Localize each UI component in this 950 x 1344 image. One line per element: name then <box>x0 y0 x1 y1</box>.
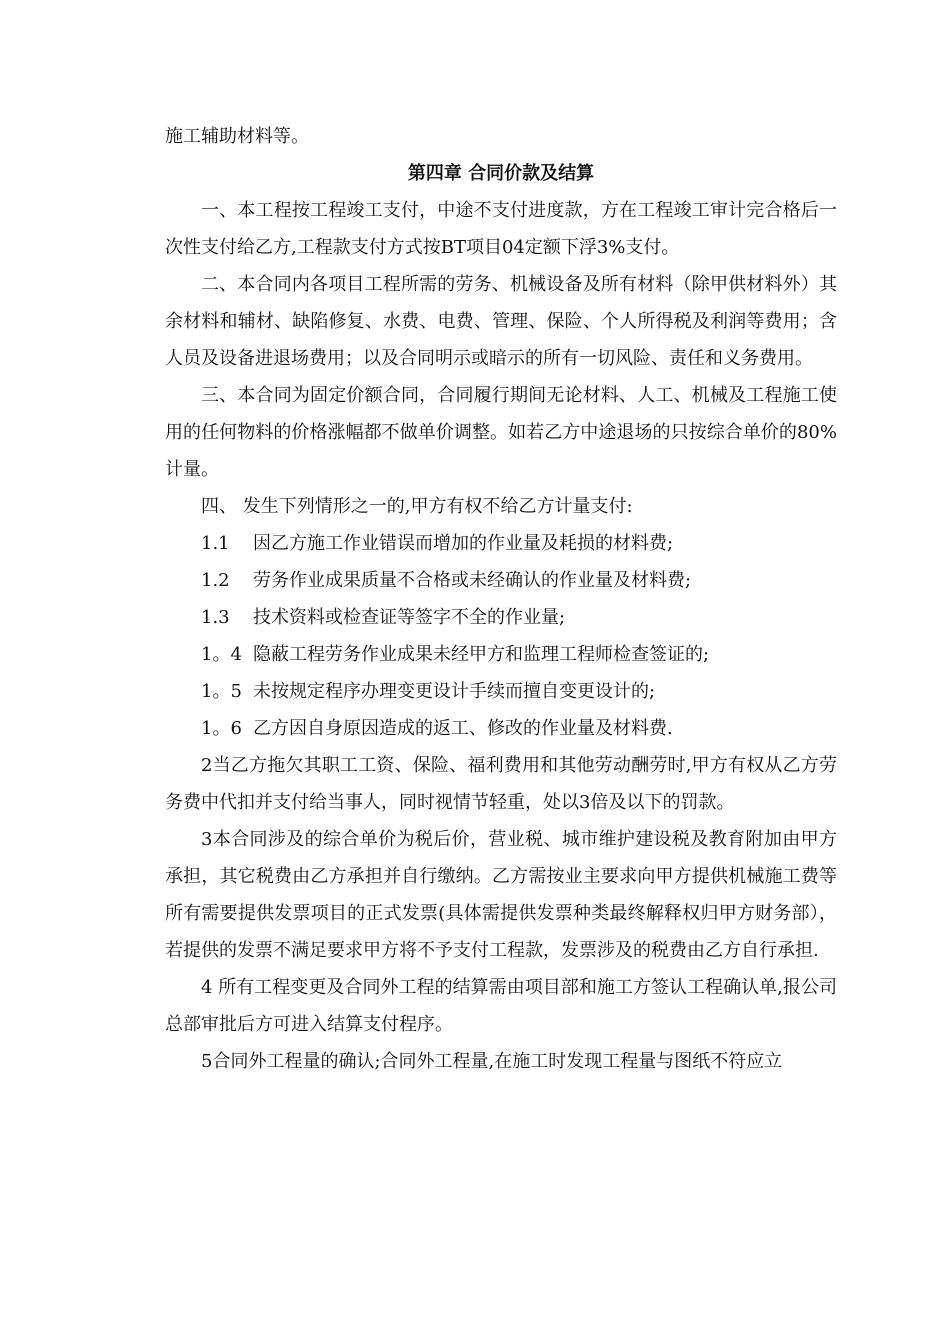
list-item <box>165 525 837 562</box>
paragraph-non-payment-conditions: 四、 发生下列情形之一的,甲方有权不给乙方计量支付: <box>201 496 633 517</box>
paragraph-fixed-price: 三、本合同为固定价额合同，合同履行期间无论材料、人工、机械及工程施工使用的任何物料的价格涨幅都不做单价调整。如若乙方中途退场的只按综合单价的80%计量。 <box>165 385 837 480</box>
clause-change-settlement: 4 所有工程变更及合同外工程的结算需由项目部和施工方签认工程确认单,报公司总部审批后方可进入结算支付程序。 <box>165 977 837 1035</box>
list-item-number: 1.1 <box>201 533 230 554</box>
continuation-line: 施工辅助材料等。 <box>165 126 309 147</box>
document-body <box>165 118 837 1080</box>
list-item-text: 未按规定程序办理变更设计手续而擅自变更设计的; <box>253 681 656 702</box>
list-item <box>165 599 837 636</box>
list-item-text: 隐蔽工程劳务作业成果未经甲方和监理工程师检查签证的; <box>253 644 710 665</box>
list-item-number: 1.3 <box>201 607 230 628</box>
clause-wage-arrears: 2当乙方拖欠其职工工资、保险、福利费用和其他劳动酬劳时,甲方有权从乙方劳务费中代扣并支付给当事人，同时视情节轻重，处以3倍及以下的罚款。 <box>165 755 837 813</box>
list-item <box>165 710 837 747</box>
list-item <box>165 562 837 599</box>
list-item-number: 1。4 <box>201 644 242 665</box>
list-item-number: 1。6 <box>201 718 242 739</box>
list-item-text: 劳务作业成果质量不合格或未经确认的作业量及材料费; <box>253 570 692 591</box>
list-item-text: 乙方因自身原因造成的返工、修改的作业量及材料费. <box>253 718 673 739</box>
list-item-number: 1。5 <box>201 681 242 702</box>
list-item <box>165 636 837 673</box>
list-item <box>165 673 837 710</box>
clause-tax-invoice: 3本合同涉及的综合单价为税后价，营业税、城市维护建设税及教育附加由甲方承担，其它税费由乙方承担并自行缴纳。乙方需按业主要求向甲方提供机械施工费等所有需要提供发票项目的正式发票(具体需提供发票种类最终解释权归甲方财务部），若提供的发票不满足要求甲方将不予支付工程款，发票涉及的税费由乙方自行承担. <box>165 829 837 961</box>
list-item-text: 因乙方施工作业错误而增加的作业量及耗损的材料费; <box>253 533 674 554</box>
list-item-text: 技术资料或检查证等签字不全的作业量; <box>253 607 566 628</box>
paragraph-cost-scope: 二、本合同内各项目工程所需的劳务、机械设备及所有材料（除甲供材料外）其余材料和辅材、缺陷修复、水费、电费、管理、保险、个人所得税及利润等费用；含人员及设备进退场费用；以及合同明示或暗示的所有一切风险、责任和义务费用。 <box>165 274 837 369</box>
paragraph-payment-method: 一、本工程按工程竣工支付，中途不支付进度款，方在工程竣工审计完合格后一次性支付给乙方,工程款支付方式按BT项目04定额下浮3%支付。 <box>165 200 837 258</box>
list-item-number: 1.2 <box>201 570 230 591</box>
clause-extra-quantity: 5合同外工程量的确认;合同外工程量,在施工时发现工程量与图纸不符应立 <box>201 1051 783 1072</box>
chapter-title: 第四章 合同价款及结算 <box>407 163 595 184</box>
